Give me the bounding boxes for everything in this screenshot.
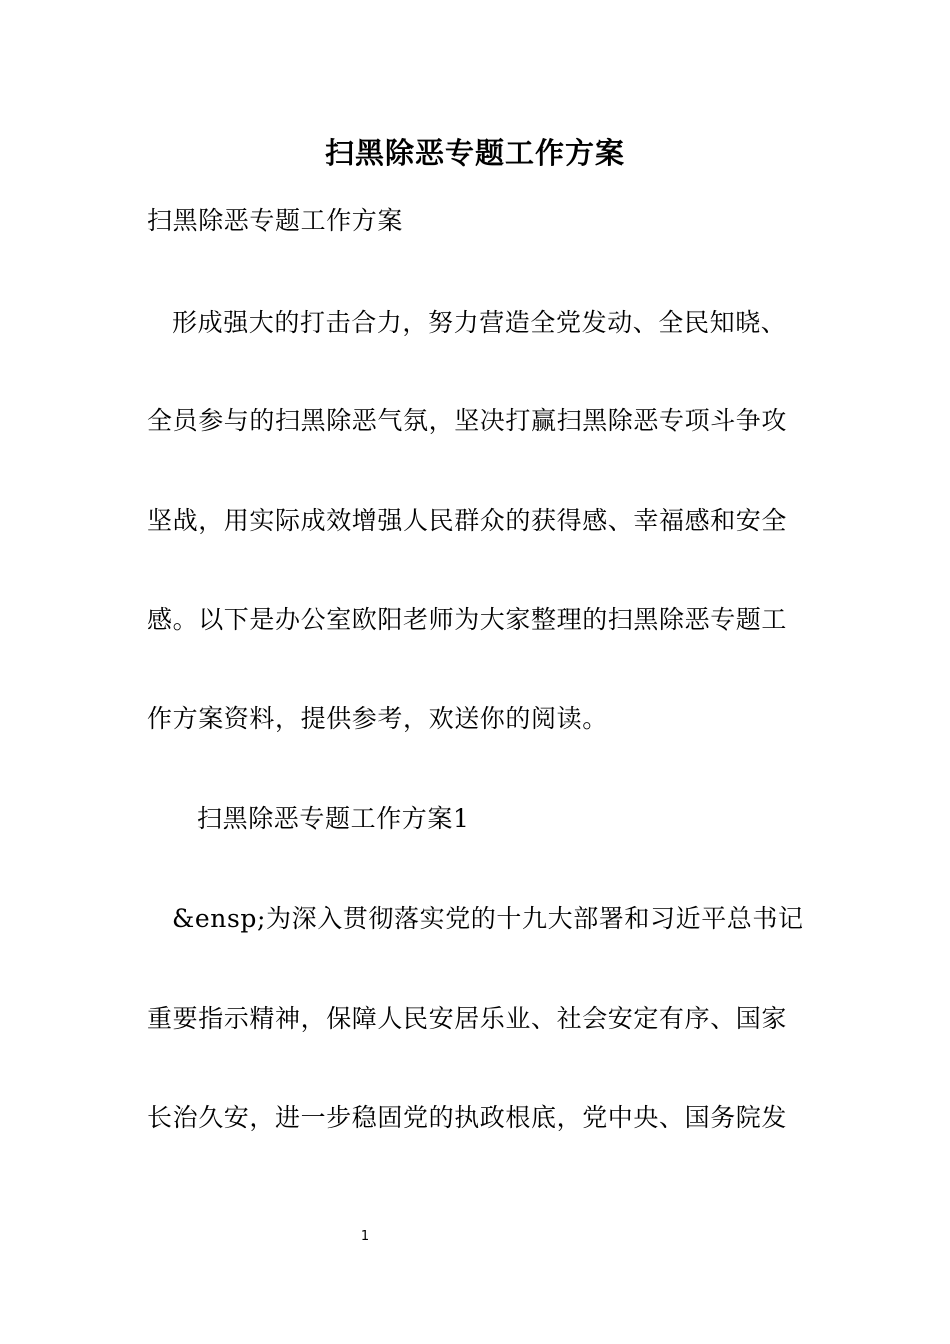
body-line: 重要指示精神，保障人民安居乐业、社会安定有序、国家 bbox=[147, 1004, 788, 1033]
body-line: 长治久安，进一步稳固党的执政根底，党中央、国务院发 bbox=[147, 1103, 788, 1132]
intro-line: 作方案资料，提供参考，欢送你的阅读。 bbox=[147, 704, 608, 733]
intro-line: 感。以下是办公室欧阳老师为大家整理的扫黑除恶专题工 bbox=[147, 605, 788, 634]
intro-line: 坚战，用实际成效增强人民群众的获得感、幸福感和安全 bbox=[147, 506, 788, 535]
page-title: 扫黑除恶专题工作方案 bbox=[324, 136, 625, 170]
section-heading: 扫黑除恶专题工作方案1 bbox=[197, 804, 470, 833]
document-subtitle: 扫黑除恶专题工作方案 bbox=[147, 206, 404, 235]
page-number: 1 bbox=[360, 1229, 370, 1244]
intro-line: 全员参与的扫黑除恶气氛，坚决打赢扫黑除恶专项斗争攻 bbox=[147, 406, 788, 435]
intro-line: 形成强大的打击合力，努力营造全党发动、全民知晓、 bbox=[172, 308, 787, 337]
body-line: &ensp;为深入贯彻落实党的十九大部署和习近平总书记 bbox=[172, 904, 804, 933]
